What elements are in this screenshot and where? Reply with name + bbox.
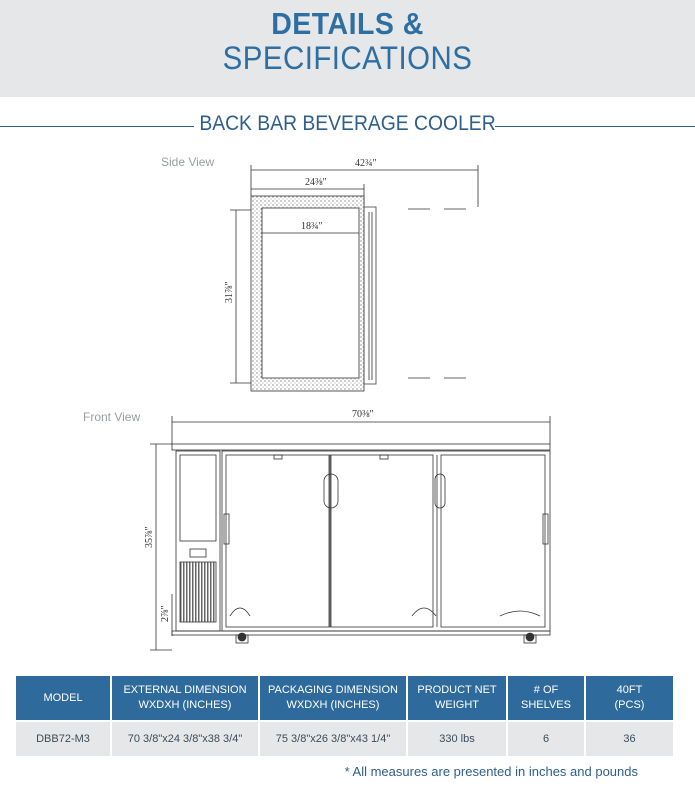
- side-dim-height: 31⅞″: [224, 281, 235, 303]
- col-packaging-dimension: PACKAGING DIMENSION WXDXH (INCHES): [259, 676, 407, 721]
- cell-external-dimension: 70 3/8"x24 3/8"x38 3/4": [111, 721, 259, 756]
- cell-40ft: 36: [585, 721, 673, 756]
- side-dim-interior-depth: 18¾″: [301, 221, 323, 232]
- col-shelves: # OF SHELVES: [507, 676, 585, 721]
- side-dim-overall-depth: 42¾″: [355, 158, 377, 169]
- cell-packaging-dimension: 75 3/8"x26 3/8"x43 1/4": [259, 721, 407, 756]
- front-view-label: Front View: [83, 410, 141, 424]
- side-dim-cabinet-depth: 24⅜″: [305, 177, 327, 188]
- cell-net-weight: 330 lbs: [407, 721, 507, 756]
- cell-shelves: 6: [507, 721, 585, 756]
- cell-model: DBB72-M3: [16, 721, 111, 756]
- front-dim-height: 35⅞″: [144, 526, 155, 548]
- footnote: * All measures are presented in inches and pounds: [344, 764, 638, 779]
- spec-table: [16, 676, 673, 756]
- col-net-weight: PRODUCT NET WEIGHT: [407, 676, 507, 721]
- side-view-drawing: [230, 165, 478, 391]
- front-dim-width: 70⅜″: [352, 409, 374, 420]
- col-40ft: 40FT (PCS): [585, 676, 673, 721]
- header-title-line1: DETAILS &: [271, 6, 424, 41]
- front-dim-leg: 2⅞″: [160, 605, 171, 622]
- col-model: MODEL: [16, 676, 111, 721]
- side-view-label: Side View: [161, 155, 215, 169]
- section-title: BACK BAR BEVERAGE COOLER: [199, 112, 496, 135]
- table-row: [16, 721, 673, 756]
- spec-table-header-row: [16, 676, 673, 721]
- front-view-drawing: [150, 416, 550, 650]
- header-title-line2: SPECIFICATIONS: [222, 40, 473, 76]
- col-external-dimension: EXTERNAL DIMENSION WXDXH (INCHES): [111, 676, 259, 721]
